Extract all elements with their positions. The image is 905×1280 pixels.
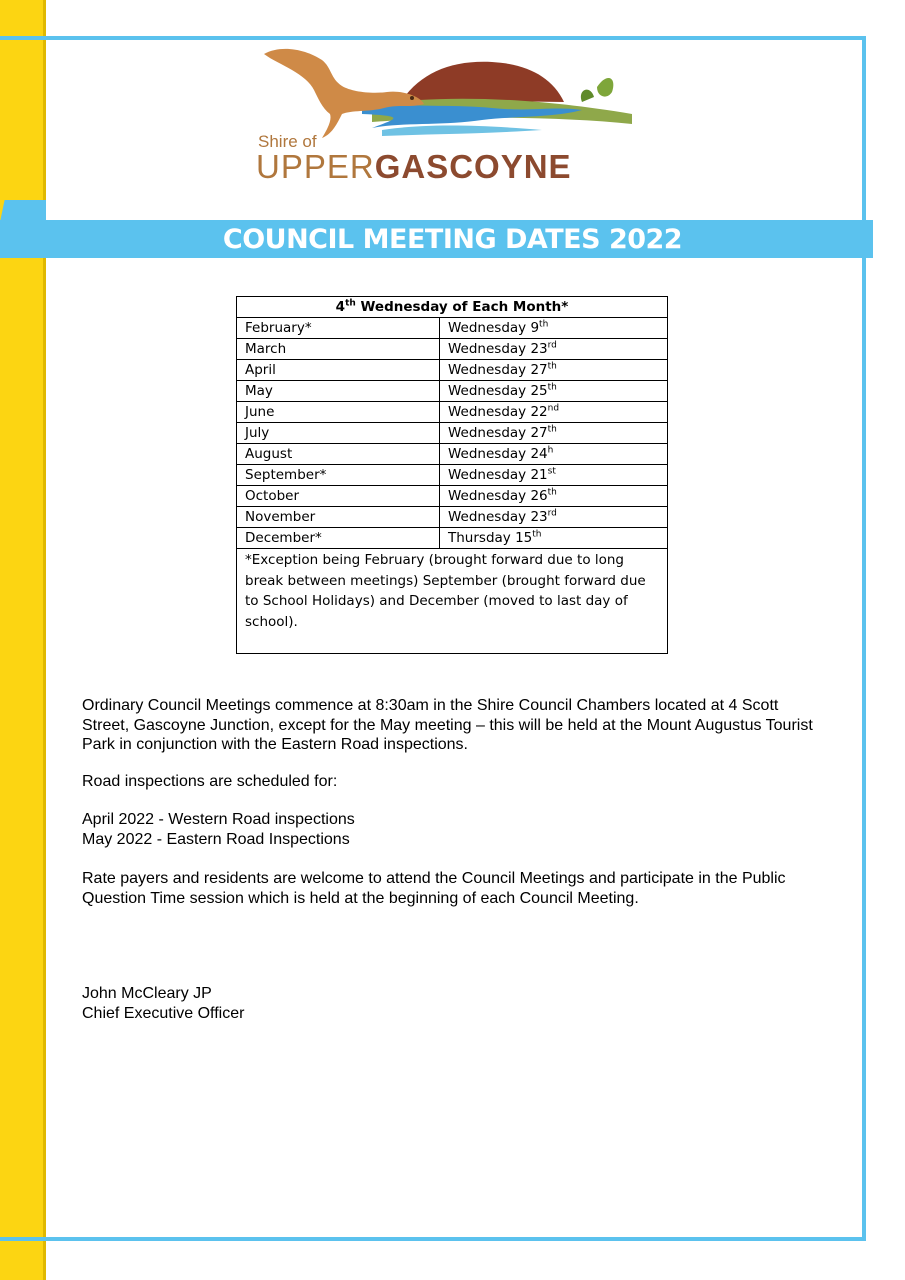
- road-inspections-intro: Road inspections are scheduled for:: [82, 773, 338, 790]
- table-row: [237, 360, 668, 381]
- date-text: Wednesday 22: [448, 404, 548, 420]
- month-cell: February*: [237, 318, 440, 339]
- date-cell: [440, 465, 668, 486]
- table-row: [237, 507, 668, 528]
- date-text: Wednesday 25: [448, 383, 548, 399]
- table-note: *Exception being February (brought forward due to long break between meetings) September (brought forward due to School Holidays) and December (moved to last day of school).: [237, 549, 668, 654]
- date-ordinal: th: [547, 361, 557, 372]
- date-ordinal: h: [547, 445, 554, 456]
- month-cell: December*: [237, 528, 440, 549]
- month-cell: June: [237, 402, 440, 423]
- date-text: Thursday 15: [448, 530, 533, 546]
- date-text: Wednesday 9: [448, 320, 540, 336]
- header-number: 4: [335, 299, 346, 315]
- date-ordinal: th: [547, 487, 557, 498]
- table-row: [237, 381, 668, 402]
- date-ordinal: th: [547, 382, 557, 393]
- meeting-info-paragraph: Ordinary Council Meetings commence at 8:30am in the Shire Council Chambers located at 4 Scott Street, Gascoyne Junction, except for the May meeting – this will be held at the Mount Augustus Tourist Park in conjunction with the Eastern Road inspections.: [82, 697, 813, 753]
- month-cell: May: [237, 381, 440, 402]
- banner-notch: [0, 200, 46, 222]
- month-cell: November: [237, 507, 440, 528]
- date-ordinal: nd: [547, 403, 560, 414]
- date-ordinal: th: [547, 424, 557, 435]
- month-cell: August: [237, 444, 440, 465]
- date-cell: [440, 360, 668, 381]
- header-text: Wednesday of Each Month*: [355, 299, 569, 315]
- date-text: Wednesday 23: [448, 509, 548, 525]
- logo-gascoyne: GASCOYNE: [374, 148, 572, 185]
- date-ordinal: rd: [547, 508, 557, 519]
- month-cell: March: [237, 339, 440, 360]
- table-row: [237, 528, 668, 549]
- date-ordinal: rd: [547, 340, 557, 351]
- table-row: [237, 402, 668, 423]
- date-cell: [440, 381, 668, 402]
- date-text: Wednesday 27: [448, 425, 548, 441]
- public-attendance-paragraph: Rate payers and residents are welcome to attend the Council Meetings and participate in the Public Question Time session which is held at the beginning of each Council Meeting.: [82, 870, 786, 907]
- table-row: [237, 465, 668, 486]
- logo-landscape-graphic: [252, 42, 642, 142]
- page-title: COUNCIL MEETING DATES 2022: [222, 224, 683, 255]
- date-cell: [440, 402, 668, 423]
- meeting-dates-table: [236, 296, 668, 654]
- date-text: Wednesday 21: [448, 467, 548, 483]
- date-cell: [440, 339, 668, 360]
- table-header: [237, 297, 668, 318]
- date-text: Wednesday 23: [448, 341, 548, 357]
- table-row: [237, 318, 668, 339]
- shire-logo: [252, 42, 642, 187]
- table-body: [237, 318, 668, 549]
- header-ordinal: th: [345, 298, 356, 309]
- table-note-row: [237, 549, 668, 654]
- logo-upper: UPPER: [256, 148, 375, 185]
- signatory-title: Chief Executive Officer: [82, 1004, 245, 1022]
- date-ordinal: th: [532, 529, 542, 540]
- month-cell: September*: [237, 465, 440, 486]
- inspection-schedule: [82, 810, 827, 849]
- table-row: [237, 444, 668, 465]
- date-text: Wednesday 24: [448, 446, 548, 462]
- signatory-name: John McCleary JP: [82, 985, 212, 1002]
- date-ordinal: th: [539, 319, 549, 330]
- date-cell: [440, 486, 668, 507]
- date-ordinal: st: [547, 466, 556, 477]
- table-row: [237, 339, 668, 360]
- date-cell: [440, 318, 668, 339]
- date-cell: [440, 528, 668, 549]
- logo-shire-name: [256, 148, 572, 186]
- date-cell: [440, 507, 668, 528]
- table-row: [237, 486, 668, 507]
- month-cell: July: [237, 423, 440, 444]
- date-text: Wednesday 27: [448, 362, 548, 378]
- month-cell: April: [237, 360, 440, 381]
- logo-shire-of: Shire of: [258, 132, 317, 151]
- date-text: Wednesday 26: [448, 488, 548, 504]
- inspection-may: May 2022 - Eastern Road Inspections: [82, 830, 350, 848]
- table-header-row: [237, 297, 668, 318]
- inspection-april: April 2022 - Western Road inspections: [82, 811, 355, 828]
- month-cell: October: [237, 486, 440, 507]
- signature-block: [82, 984, 827, 1023]
- date-cell: [440, 423, 668, 444]
- date-cell: [440, 444, 668, 465]
- table-row: [237, 423, 668, 444]
